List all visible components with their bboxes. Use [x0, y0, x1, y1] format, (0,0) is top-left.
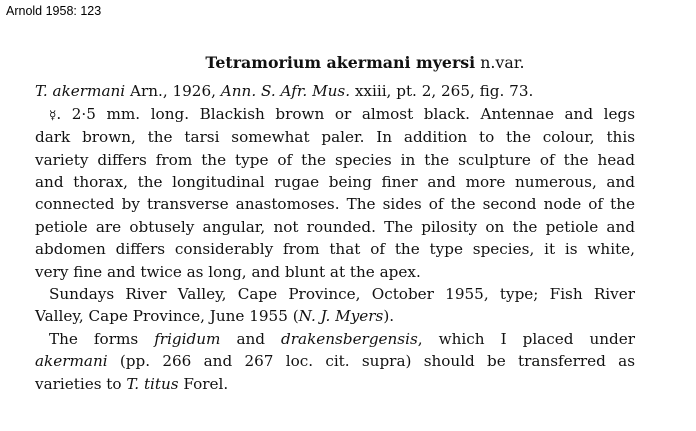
form-name: frigidum [154, 329, 221, 348]
locality-end: ). [383, 307, 395, 326]
locality-line: Sundays River Valley, Cape Province, October 1955, type; Fish River [49, 285, 635, 304]
description-line: dark brown, the tarsi somewhat paler. In addition to the colour, this [35, 128, 635, 147]
description-line: variety differs from the type of the species in the sculpture of the head [35, 150, 635, 169]
description-line: connected by transverse anastomoses. The sides of the second node of the [35, 195, 635, 214]
description-line: very fine and twice as long, and blunt at the apex. [35, 262, 421, 281]
taxon-status: n.var. [475, 53, 525, 72]
remarks-text: The forms [49, 329, 155, 348]
remarks-text: Forel. [178, 374, 229, 393]
taxon-ref: T. titus [126, 374, 179, 393]
remarks-line [35, 373, 635, 395]
document-body [35, 52, 635, 395]
locality-text: Valley, Cape Province, June 1955 ( [35, 307, 299, 326]
remarks-text: (pp. 266 and 267 loc. cit. supra) should be transferred as [107, 352, 635, 371]
taxon-name: Tetramorium akermani myersi [205, 53, 476, 72]
description-line: petiole are obtusely angular, not rounded. The pilosity on the petiole and [35, 217, 635, 236]
remarks-text: , which I placed under [417, 329, 636, 348]
synonym-name: T. akermani [35, 82, 126, 101]
worker-symbol: ☿ [49, 107, 57, 122]
remarks-text: and [220, 329, 282, 348]
remarks-line [35, 328, 635, 350]
description-line: and thorax, the longitudinal rugae being finer and more numerous, and [35, 173, 635, 192]
remarks-paragraph [35, 328, 635, 395]
synonym-author-year: Arn., 1926, [125, 82, 221, 101]
synonymy-line [35, 80, 635, 102]
taxon-title [95, 52, 635, 74]
locality-line [35, 305, 635, 327]
remarks-text: varieties to [35, 374, 127, 393]
description-paragraph [35, 103, 635, 283]
citation-header: Arnold 1958: 123 [6, 4, 102, 18]
description-line [35, 103, 635, 126]
collector-name: N. J. Myers [298, 307, 384, 326]
remarks-line [35, 350, 635, 372]
form-name: drakensbergensis [281, 329, 418, 348]
description-line-text: . 2·5 mm. long. Blackish brown or almost black. Antennae and legs [56, 104, 635, 123]
synonym-journal: Ann. S. Afr. Mus. [220, 82, 351, 101]
locality-paragraph [35, 283, 635, 328]
description-line: abdomen differs considerably from that of the type species, it is white, [35, 240, 635, 259]
synonym-reference: xxiii, pt. 2, 265, fig. 73. [350, 82, 534, 101]
taxon-ref: akermani [35, 352, 108, 371]
